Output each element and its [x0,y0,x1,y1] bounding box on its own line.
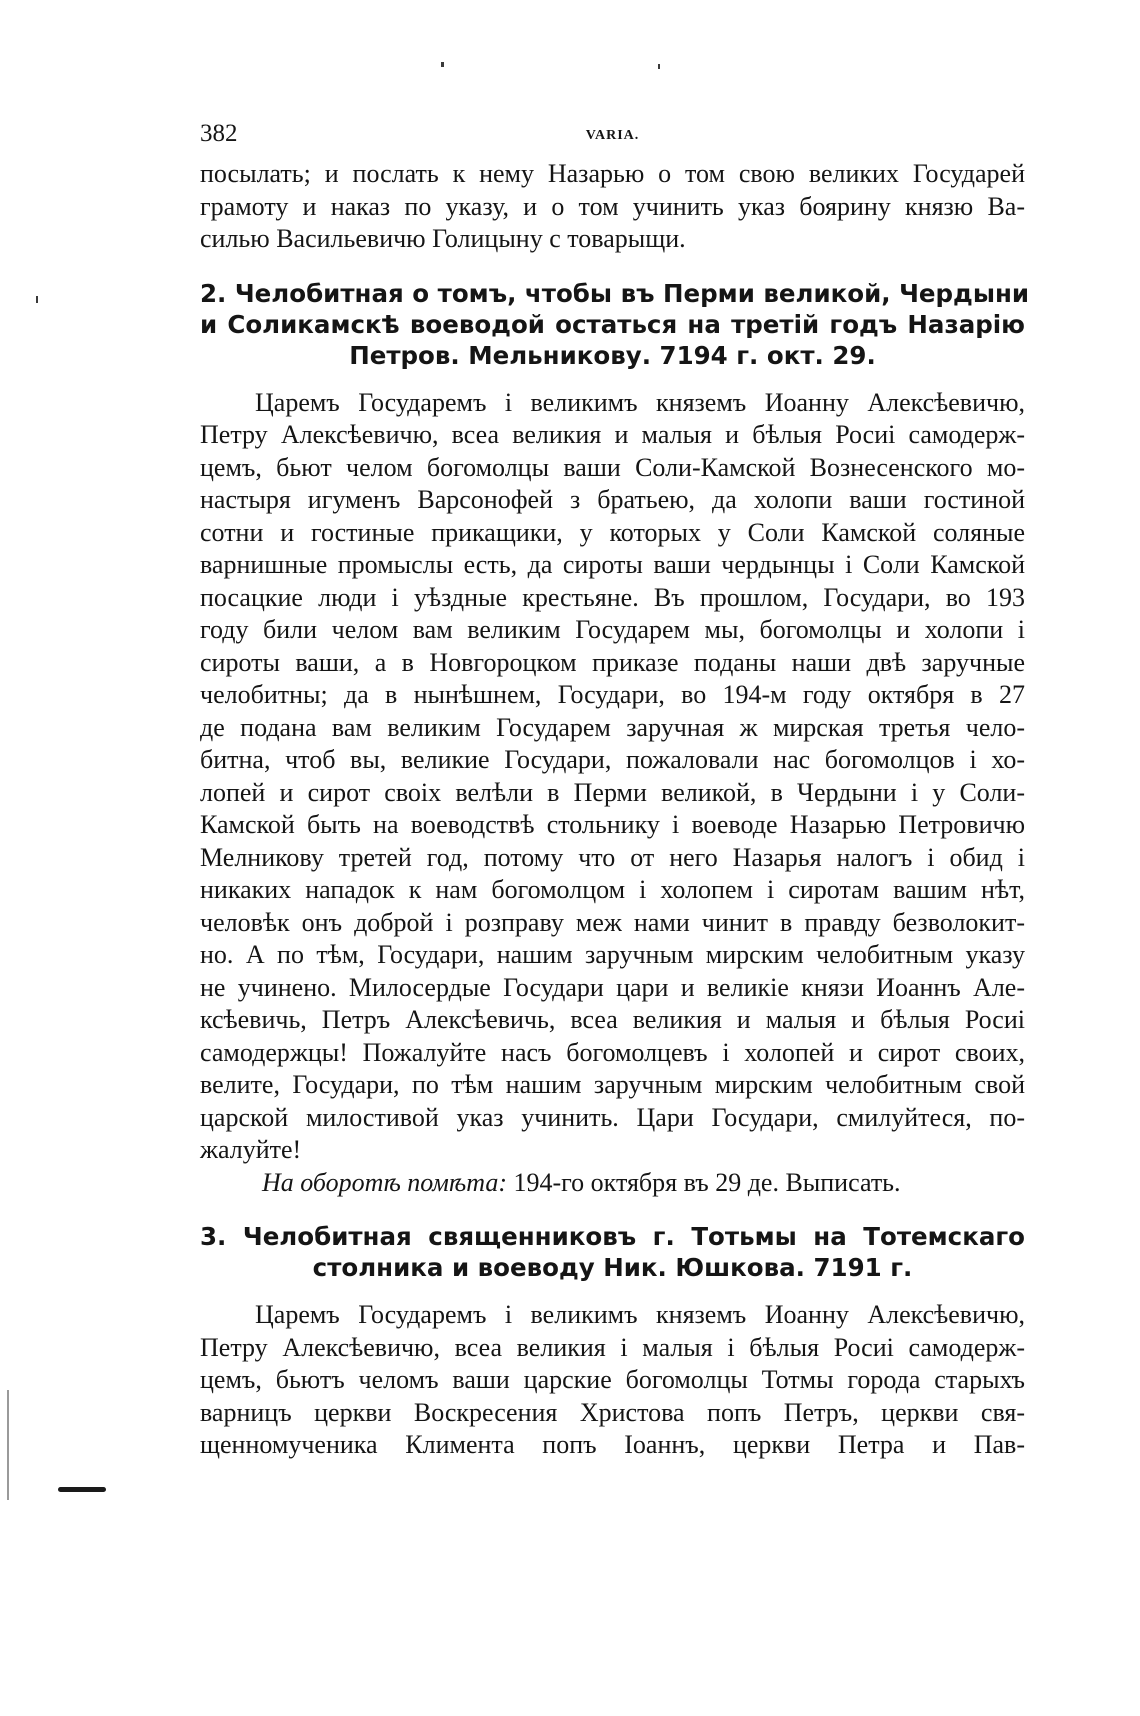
page-number: 382 [200,120,238,147]
text-line: настыря игуменъ Варсонофей з братьею, да холопи ваши гостиной [200,485,1025,514]
text-line: никаких нападок к нам богомолцом і холопем і сиротам вашим нѣт, [200,875,1025,904]
section-3-body [200,1299,1025,1462]
text-line: самодержцы! Пожалуйте насъ богомолцевъ і холопей и сирот своих, [200,1037,1025,1067]
title-line: столника и воеводу Ник. Юшкова. 7191 г. [312,1253,913,1282]
text-line: Камской быть на воеводствѣ стольнику і воеводе Назарью Петровичю [200,810,1025,839]
text-line: царской милостивой указ учинить. Цари Государи, смилуйтеся, по- [200,1102,1025,1132]
text-line: грамоту и наказ по указу, и о том учинить указ боярину князю Ва- [200,191,1025,221]
document-page [200,118,1030,1462]
scan-speck [36,296,38,303]
scan-edge-line [7,1390,9,1500]
page-header [200,118,1025,158]
text-line: варнишные промыслы есть, да сироты ваши чердынцы і Соли Камской [200,550,1025,579]
text-line: лопей и сирот своіх велѣли в Перми великой, в Чердыни і у Соли- [200,777,1025,807]
text-line: де подана вам великим Государем заручная ж мирская третья чело- [200,712,1025,742]
text-line: жалуйте! [200,1135,302,1164]
title-line: и Соликамскѣ воеводой остаться на третій годъ Назарію [200,309,1025,339]
endorsement-note [200,1167,1025,1200]
text-line: Петру Алексѣевичю, всеа великия і малыя і бѣлыя Росиі самодерж- [200,1332,1025,1362]
text-line: не учинено. Милосердые Государи цари и великіе князи Иоаннъ Але- [200,972,1025,1002]
text-line: щенномученика Климента попъ Іоаннъ, церкви Петра и Пав- [200,1430,1025,1459]
intro-paragraph [200,158,1025,256]
scan-speck [658,64,660,69]
text-line: велите, Государи, по тѣм нашим заручным мирским челобитным свой [200,1070,1025,1099]
text-line: году били челом вам великим Государем мы, богомолцы и холопи і [200,615,1025,644]
text-line: сотни и гостиные прикащики, у которых у Соли Камской соляные [200,517,1025,547]
title-line: 2. Челобитная о томъ, чтобы въ Перми великой, Чердыни [200,278,1030,308]
note-text: 194-го октября въ 29 де. Выписать. [513,1167,901,1197]
text-line: силью Васильевичю Голицыну с товарыщи. [200,224,686,253]
text-line: варницъ церкви Воскресения Христова попъ Петръ, церкви свя- [200,1397,1025,1427]
text-line: Мелникову третей год, потому что от него Назарья налогъ і обид і [200,842,1025,872]
section-2-body [200,387,1025,1167]
text-line: челобитны; да в нынѣшнем, Государи, во 194-м году октября в 27 [200,680,1025,709]
text-line: Царемъ Государемъ і великимъ княземъ Иоанну Алексѣевичю, [255,387,1025,417]
title-line: Петров. Мельникову. 7194 г. окт. 29. [349,340,876,370]
title-line: 3. Челобитная священниковъ г. Тотьмы на Тотемскаго [200,1222,1025,1251]
text-line: человѣк онъ доброй і розправу меж нами чинит в правду безволокит- [200,907,1025,937]
scan-dash [58,1487,106,1492]
text-line: битна, чтоб вы, великие Государи, пожаловали нас богомолцов і хо- [200,745,1025,774]
text-line: Петру Алексѣевичю, всеа великия и малыя и бѣлыя Росиі самодерж- [200,420,1025,449]
text-line: посацкие люди і уѣздные крестьяне. Въ прошлом, Государи, во 193 [200,582,1025,612]
text-line: посылать; и послать к нему Назарью о том свою великих Государей [200,159,1025,188]
text-line: Царемъ Государемъ і великимъ княземъ Иоанну Алексѣевичю, [255,1300,1025,1329]
section-2-title [200,278,1030,371]
running-title: VARIA. [585,128,640,143]
text-line: сироты ваши, а в Новгороцком приказе поданы наши двѣ заручные [200,647,1025,677]
text-line: цемъ, бьют челом богомолцы ваши Соли-Камской Вознесенского мо- [200,452,1025,482]
section-3-title [200,1221,1025,1283]
text-line: но. А по тѣм, Государи, нашим заручным мирским челобитным указу [200,940,1025,969]
text-line: цемъ, бьютъ челомъ ваши царские богомолцы Тотмы города старыхъ [200,1365,1025,1394]
note-label: На оборотѣ помѣта: [262,1167,507,1197]
text-line: ксѣевичь, Петръ Алексѣевичь, всеа великия и малыя и бѣлыя Росиі [200,1005,1025,1034]
scan-speck [441,62,444,67]
